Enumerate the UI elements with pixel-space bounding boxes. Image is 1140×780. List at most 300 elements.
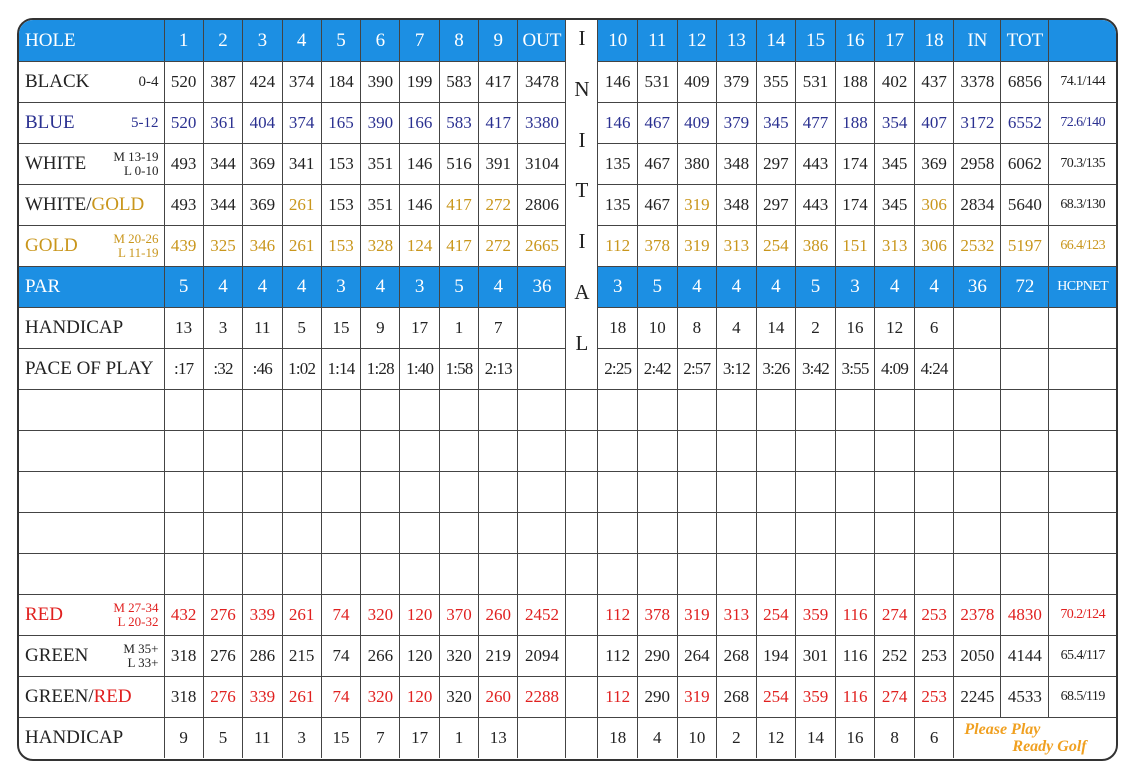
row-label [25, 153, 86, 175]
score-entry-cell[interactable] [954, 431, 1001, 472]
hole-value: 531 [638, 62, 678, 103]
score-entry-cell[interactable] [1049, 472, 1116, 513]
initial-cell[interactable] [566, 677, 598, 718]
score-entry-cell[interactable] [400, 472, 439, 513]
hole-value: 116 [835, 636, 875, 677]
hole-value: 3:55 [835, 349, 875, 390]
score-entry-cell[interactable] [479, 472, 518, 513]
grand-total [1001, 349, 1049, 390]
score-entry-cell[interactable] [638, 472, 678, 513]
out-total: 2288 [518, 677, 566, 718]
out-total: 36 [518, 267, 566, 308]
score-entry-cell[interactable] [282, 472, 321, 513]
row-label-cell [19, 185, 164, 226]
hole-value: 3 [203, 308, 242, 349]
row-label-text: HANDICAP [25, 727, 124, 748]
green-row [19, 636, 1116, 677]
score-entry-cell[interactable] [203, 390, 242, 431]
score-entry-cell[interactable] [439, 472, 478, 513]
score-entry-cell[interactable] [756, 513, 796, 554]
tee-handicap-range [113, 601, 158, 629]
tee-handicap-range-line: L 11-19 [117, 245, 159, 260]
score-entry-cell[interactable] [164, 472, 203, 513]
score-entry-cell[interactable] [717, 513, 757, 554]
hole-value: 520 [164, 103, 203, 144]
hole-value: 10 [638, 308, 678, 349]
initial-letter: T [575, 178, 589, 203]
hole-value: 493 [164, 144, 203, 185]
hcp-net-header: HCPNET [1049, 267, 1116, 308]
score-entry-cell[interactable] [203, 554, 242, 595]
hole-value: 4 [282, 267, 321, 308]
out-total: 2665 [518, 226, 566, 267]
score-entry-cell[interactable] [203, 472, 242, 513]
score-entry-cell[interactable] [598, 472, 638, 513]
score-entry-cell[interactable] [598, 431, 638, 472]
course-rating-slope: 70.2/124 [1049, 595, 1116, 636]
hole-value: 306 [914, 226, 954, 267]
hole-value: 14 [756, 308, 796, 349]
hole-value: 74 [321, 636, 360, 677]
hole-value: 339 [243, 677, 282, 718]
tee-handicap-range-line: L 33+ [127, 655, 159, 670]
score-entry-cell[interactable] [677, 390, 717, 431]
score-entry-cell[interactable] [566, 431, 598, 472]
hole-value: 1:40 [400, 349, 439, 390]
hole-value: 8 [677, 308, 717, 349]
hole-value: 120 [400, 677, 439, 718]
initial-cell[interactable] [566, 595, 598, 636]
hole-value: 355 [756, 62, 796, 103]
score-entry-cell[interactable] [638, 554, 678, 595]
score-entry-cell[interactable] [914, 513, 954, 554]
in-total: 3172 [954, 103, 1001, 144]
initial-letter: I [578, 127, 586, 152]
hole-value: 319 [677, 595, 717, 636]
score-entry-cell[interactable] [479, 431, 518, 472]
hole-value: 432 [164, 595, 203, 636]
in-total [954, 308, 1001, 349]
score-entry-cell[interactable] [756, 431, 796, 472]
score-entry-cell[interactable] [796, 472, 836, 513]
hole-value: 146 [598, 103, 638, 144]
hole-value: 11 [243, 308, 282, 349]
score-entry-cell[interactable] [954, 390, 1001, 431]
hole-value: 272 [479, 226, 518, 267]
score-entry-cell[interactable] [1049, 431, 1116, 472]
score-entry-cell[interactable] [518, 390, 566, 431]
hole-number: 11 [638, 20, 678, 62]
score-entry-cell[interactable] [875, 431, 915, 472]
score-entry-cell[interactable] [796, 431, 836, 472]
hole-value: 253 [914, 677, 954, 718]
score-entry-cell[interactable] [203, 431, 242, 472]
score-entry-cell[interactable] [566, 390, 598, 431]
hole-value: 370 [439, 595, 478, 636]
score-entry-cell[interactable] [638, 431, 678, 472]
hole-value: 359 [796, 677, 836, 718]
score-entry-cell[interactable] [1001, 472, 1049, 513]
score-entry-cell[interactable] [954, 513, 1001, 554]
initial-cell[interactable] [566, 636, 598, 677]
hole-value: 5 [282, 308, 321, 349]
score-entry-cell[interactable] [677, 472, 717, 513]
score-entry-cell[interactable] [835, 554, 875, 595]
score-entry-cell[interactable] [361, 431, 400, 472]
hole-value: 369 [243, 185, 282, 226]
hole-value: 4 [717, 308, 757, 349]
score-entry-cell[interactable] [566, 472, 598, 513]
initial-cell[interactable] [566, 718, 598, 759]
score-entry-cell[interactable] [598, 554, 638, 595]
grand-total: 5197 [1001, 226, 1049, 267]
hole-number: 17 [875, 20, 915, 62]
score-entry-cell[interactable] [321, 513, 360, 554]
hole-value: 116 [835, 595, 875, 636]
hole-value: 146 [598, 62, 638, 103]
hole-value: 3 [321, 267, 360, 308]
score-entry-cell[interactable] [835, 390, 875, 431]
score-entry-cell[interactable] [638, 390, 678, 431]
hole-value: 5 [203, 718, 242, 759]
hole-value: 417 [439, 185, 478, 226]
score-entry-cell[interactable] [566, 513, 598, 554]
course-rating-slope: 70.3/135 [1049, 144, 1116, 185]
score-entry-cell[interactable] [203, 513, 242, 554]
hole-value: 13 [164, 308, 203, 349]
hole-value: 1:58 [439, 349, 478, 390]
score-entry-cell[interactable] [914, 554, 954, 595]
tee-handicap-range-line: M 20-26 [113, 231, 159, 246]
score-entry-cell[interactable] [361, 513, 400, 554]
score-entry-cell[interactable] [439, 554, 478, 595]
score-entry-cell[interactable] [321, 431, 360, 472]
hole-value: 345 [875, 185, 915, 226]
row-label-text: PAR [25, 276, 61, 297]
score-entry-cell[interactable] [677, 431, 717, 472]
score-entry-cell[interactable] [717, 554, 757, 595]
hole-value: 10 [677, 718, 717, 759]
hole-value: 252 [875, 636, 915, 677]
score-entry-cell[interactable] [796, 390, 836, 431]
score-entry-cell[interactable] [954, 472, 1001, 513]
row-label-cell [19, 144, 164, 185]
hole-value: 14 [796, 718, 836, 759]
score-entry-cell[interactable] [439, 431, 478, 472]
row-label-cell [19, 103, 164, 144]
green-row [19, 677, 1116, 718]
hole-value: 443 [796, 144, 836, 185]
score-entry-cell[interactable] [164, 513, 203, 554]
hole-value: 219 [479, 636, 518, 677]
hole-value: 9 [164, 718, 203, 759]
rating-header [1049, 20, 1116, 62]
hole-header-label [19, 20, 164, 62]
score-entry-cell[interactable] [321, 472, 360, 513]
in-total [954, 349, 1001, 390]
score-entry-cell[interactable] [1001, 431, 1049, 472]
score-entry-cell[interactable] [361, 472, 400, 513]
score-entry-cell[interactable] [19, 472, 164, 513]
tee-handicap-range [123, 642, 158, 670]
hole-value: 319 [677, 185, 717, 226]
hole-value: 260 [479, 595, 518, 636]
hole-value: 4 [638, 718, 678, 759]
score-entry-cell[interactable] [400, 431, 439, 472]
grand-total: 72 [1001, 267, 1049, 308]
out-total [518, 718, 566, 759]
score-entry-cell[interactable] [914, 390, 954, 431]
score-entry-cell[interactable] [1001, 554, 1049, 595]
hole-value: 18 [598, 308, 638, 349]
hole-value: 467 [638, 103, 678, 144]
tot-header: TOT [1001, 20, 1049, 62]
initial-column [566, 20, 598, 390]
ready-golf-line-2: Ready Golf [1012, 738, 1087, 755]
hole-number: 18 [914, 20, 954, 62]
score-entry-cell[interactable] [518, 431, 566, 472]
score-entry-cell[interactable] [282, 390, 321, 431]
row-label-text-accent: RED [93, 686, 132, 707]
score-entry-cell[interactable] [717, 390, 757, 431]
hole-value: 153 [321, 185, 360, 226]
hole-value: 318 [164, 677, 203, 718]
hole-value: 467 [638, 144, 678, 185]
score-entry-cell[interactable] [796, 513, 836, 554]
hole-value: 174 [835, 144, 875, 185]
hole-value: 2 [717, 718, 757, 759]
row-label-text: WHITE/ [25, 194, 92, 215]
score-entry-cell[interactable] [400, 390, 439, 431]
hole-value: 320 [439, 636, 478, 677]
blank-score-row [19, 554, 1116, 595]
initial-letter: A [574, 280, 590, 305]
hole-value: 1 [439, 308, 478, 349]
score-entry-cell[interactable] [835, 472, 875, 513]
hole-number: 13 [717, 20, 757, 62]
score-entry-cell[interactable] [518, 472, 566, 513]
hole-value: 301 [796, 636, 836, 677]
score-entry-cell[interactable] [875, 390, 915, 431]
hole-value: 409 [677, 103, 717, 144]
hole-value: 4 [717, 267, 757, 308]
hole-value: 261 [282, 185, 321, 226]
hole-value: 9 [361, 308, 400, 349]
score-entry-cell[interactable] [677, 554, 717, 595]
hole-value: 390 [361, 62, 400, 103]
hole-value: 4:24 [914, 349, 954, 390]
row-label [25, 112, 75, 134]
course-rating-slope [1049, 349, 1116, 390]
score-entry-cell[interactable] [1049, 390, 1116, 431]
score-entry-cell[interactable] [479, 554, 518, 595]
score-entry-cell[interactable] [439, 390, 478, 431]
score-entry-cell[interactable] [243, 431, 282, 472]
red-row [19, 595, 1116, 636]
out-total: 3478 [518, 62, 566, 103]
score-entry-cell[interactable] [914, 472, 954, 513]
score-entry-cell[interactable] [717, 431, 757, 472]
score-entry-cell[interactable] [164, 554, 203, 595]
hole-value: 320 [361, 595, 400, 636]
hole-value: 4 [203, 267, 242, 308]
hole-number: 12 [677, 20, 717, 62]
grand-total: 6856 [1001, 62, 1049, 103]
hole-value: 7 [479, 308, 518, 349]
hole-value: 339 [243, 595, 282, 636]
tee-handicap-range [139, 75, 159, 89]
hole-value: 153 [321, 144, 360, 185]
hole-value: 6 [914, 718, 954, 759]
hole-value: 8 [875, 718, 915, 759]
score-entry-cell[interactable] [282, 554, 321, 595]
hole-value: 297 [756, 185, 796, 226]
score-entry-cell[interactable] [835, 513, 875, 554]
score-entry-cell[interactable] [835, 431, 875, 472]
hole-value: 7 [361, 718, 400, 759]
ready-golf-line-1: Please Play [964, 721, 1041, 738]
hole-value: 359 [796, 595, 836, 636]
row-label [25, 317, 123, 339]
hole-value: 112 [598, 636, 638, 677]
score-entry-cell[interactable] [518, 554, 566, 595]
hole-value: 374 [282, 62, 321, 103]
hole-value: 5 [638, 267, 678, 308]
hole-value: 390 [361, 103, 400, 144]
hole-value: 5 [796, 267, 836, 308]
hole-value: 583 [439, 62, 478, 103]
score-entry-cell[interactable] [756, 390, 796, 431]
score-entry-cell[interactable] [19, 431, 164, 472]
row-label [25, 604, 63, 626]
score-entry-cell[interactable] [756, 472, 796, 513]
score-entry-cell[interactable] [1001, 513, 1049, 554]
hole-value: 1:28 [361, 349, 400, 390]
blank-score-row [19, 431, 1116, 472]
hole-value: 112 [598, 226, 638, 267]
scorecard-table [19, 20, 1116, 758]
score-entry-cell[interactable] [954, 554, 1001, 595]
score-entry-cell[interactable] [914, 431, 954, 472]
hole-value: 253 [914, 636, 954, 677]
score-entry-cell[interactable] [439, 513, 478, 554]
course-rating-slope: 72.6/140 [1049, 103, 1116, 144]
hole-value: 120 [400, 636, 439, 677]
score-entry-cell[interactable] [19, 390, 164, 431]
score-entry-cell[interactable] [361, 554, 400, 595]
score-entry-cell[interactable] [1049, 513, 1116, 554]
score-entry-cell[interactable] [677, 513, 717, 554]
score-entry-cell[interactable] [796, 554, 836, 595]
hole-value: :46 [243, 349, 282, 390]
hole-value: 402 [875, 62, 915, 103]
score-entry-cell[interactable] [1049, 554, 1116, 595]
hole-value: 135 [598, 185, 638, 226]
grand-total: 4830 [1001, 595, 1049, 636]
hole-value: 199 [400, 62, 439, 103]
row-label-cell [19, 349, 164, 390]
hole-number: 2 [203, 20, 242, 62]
score-entry-cell[interactable] [321, 390, 360, 431]
hole-value: 391 [479, 144, 518, 185]
hole-value: 4 [875, 267, 915, 308]
score-entry-cell[interactable] [875, 472, 915, 513]
score-entry-cell[interactable] [479, 390, 518, 431]
score-entry-cell[interactable] [282, 431, 321, 472]
score-entry-cell[interactable] [598, 513, 638, 554]
hole-value: 276 [203, 677, 242, 718]
hole-value: 4 [479, 267, 518, 308]
hole-value: 261 [282, 677, 321, 718]
hole-value: 272 [479, 185, 518, 226]
score-entry-cell[interactable] [19, 513, 164, 554]
score-entry-cell[interactable] [243, 390, 282, 431]
hole-value: 378 [638, 595, 678, 636]
hole-value: 188 [835, 103, 875, 144]
hole-value: 112 [598, 595, 638, 636]
score-entry-cell[interactable] [756, 554, 796, 595]
score-entry-cell[interactable] [164, 390, 203, 431]
score-entry-cell[interactable] [282, 513, 321, 554]
score-entry-cell[interactable] [400, 513, 439, 554]
score-entry-cell[interactable] [361, 390, 400, 431]
row-label-text: BLUE [25, 112, 75, 133]
hole-value: 306 [914, 185, 954, 226]
row-label [25, 235, 78, 257]
score-entry-cell[interactable] [518, 513, 566, 554]
row-label-text: GREEN/ [25, 686, 94, 707]
hole-value: 477 [796, 103, 836, 144]
hole-value: 409 [677, 62, 717, 103]
hole-value: 344 [203, 185, 242, 226]
golf-scorecard [17, 18, 1118, 761]
score-entry-cell[interactable] [19, 554, 164, 595]
hole-value: 268 [717, 636, 757, 677]
hole-value: 380 [677, 144, 717, 185]
hole-value: 1 [439, 718, 478, 759]
score-entry-cell[interactable] [243, 472, 282, 513]
hole-value: 260 [479, 677, 518, 718]
score-entry-cell[interactable] [717, 472, 757, 513]
score-entry-cell[interactable] [479, 513, 518, 554]
in-total: 2958 [954, 144, 1001, 185]
score-entry-cell[interactable] [598, 390, 638, 431]
score-entry-cell[interactable] [164, 431, 203, 472]
score-entry-cell[interactable] [400, 554, 439, 595]
hole-value: 404 [243, 103, 282, 144]
score-entry-cell[interactable] [875, 554, 915, 595]
score-entry-cell[interactable] [566, 554, 598, 595]
grand-total [1001, 308, 1049, 349]
score-entry-cell[interactable] [243, 554, 282, 595]
score-entry-cell[interactable] [638, 513, 678, 554]
score-entry-cell[interactable] [243, 513, 282, 554]
score-entry-cell[interactable] [321, 554, 360, 595]
hole-value: 215 [282, 636, 321, 677]
hole-value: 2:57 [677, 349, 717, 390]
hole-value: 74 [321, 677, 360, 718]
tee-handicap-range-line: L 0-10 [123, 163, 159, 178]
hole-value: 407 [914, 103, 954, 144]
score-entry-cell[interactable] [875, 513, 915, 554]
hole-value: 297 [756, 144, 796, 185]
row-label [25, 645, 88, 667]
hole-label-text: HOLE [25, 29, 76, 51]
row-label [25, 686, 132, 708]
blank-score-row [19, 472, 1116, 513]
score-entry-cell[interactable] [1001, 390, 1049, 431]
hole-value: 328 [361, 226, 400, 267]
